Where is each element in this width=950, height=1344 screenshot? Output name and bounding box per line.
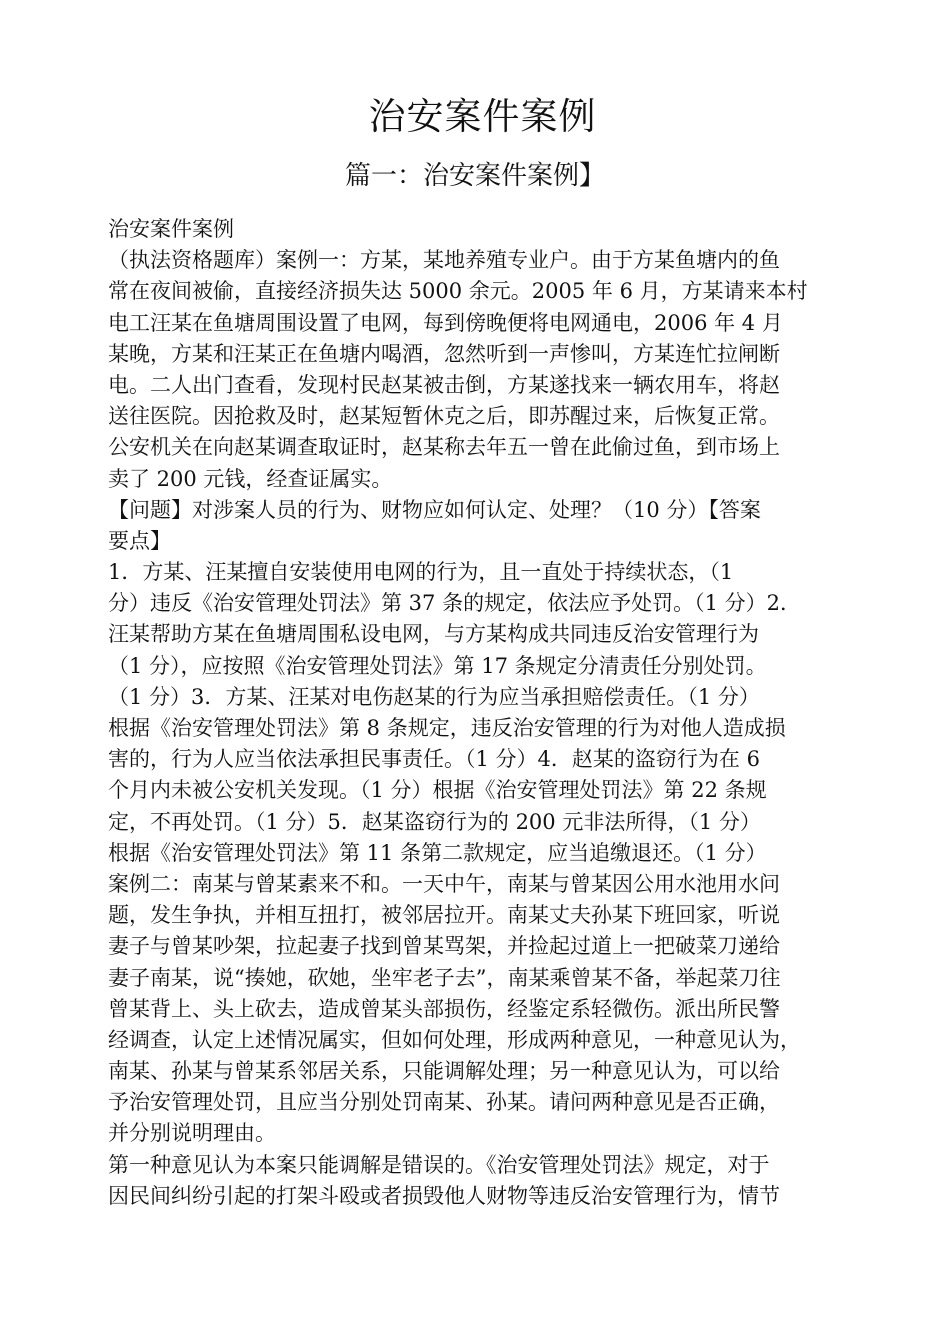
- body-line: 分）违反《治安管理处罚法》第 37 条的规定，依法应予处罚。（1 分）2．: [108, 591, 801, 616]
- body-line: 某晚，方某和汪某正在鱼塘内喝酒，忽然听到一声惨叫，方某连忙拉闸断: [108, 341, 780, 366]
- body-line: （执法资格题库）案例一：方某，某地养殖专业户。由于方某鱼塘内的鱼: [108, 248, 780, 273]
- body-line: 妻子南某，说“揍她，砍她，坐牢老子去”，南某乘曾某不备，举起菜刀往: [108, 965, 781, 990]
- body-line: 因民间纠纷引起的打架斗殴或者损毁他人财物等违反治安管理行为，情节: [108, 1183, 780, 1208]
- body-line: 妻子与曾某吵架，拉起妻子找到曾某骂架，并捡起过道上一把破菜刀递给: [108, 934, 780, 959]
- body-line: （1 分）3．方某、汪某对电伤赵某的行为应当承担赔偿责任。（1 分）: [108, 684, 760, 709]
- body-line: 第一种意见认为本案只能调解是错误的。《治安管理处罚法》规定，对于: [108, 1152, 770, 1177]
- document-title: 治安案件案例: [368, 95, 597, 138]
- body-line: 经调查，认定上述情况属实，但如何处理，形成两种意见，一种意见认为，: [108, 1027, 801, 1052]
- body-line: 汪某帮助方某在鱼塘周围私设电网，与方某构成共同违反治安管理行为: [108, 622, 759, 647]
- body-line: 题，发生争执，并相互扭打，被邻居拉开。南某丈夫孙某下班回家，听说: [108, 903, 780, 928]
- body-line: 电。二人出门查看，发现村民赵某被击倒，方某遂找来一辆农用车，将赵: [108, 372, 780, 397]
- body-line: 常在夜间被偷，直接经济损失达 5000 余元。2005 年 6 月，方某请来本村: [108, 279, 808, 304]
- body-line: 要点】: [108, 528, 171, 553]
- body-line: 卖了 200 元钱，经查证属实。: [108, 466, 393, 491]
- body-line: 定，不再处罚。（1 分）5．赵某盗窃行为的 200 元非法所得，（1 分）: [108, 809, 761, 834]
- body-line: 个月内未被公安机关发现。（1 分）根据《治安管理处罚法》第 22 条规: [108, 778, 767, 803]
- body-line: 电工汪某在鱼塘周围设置了电网，每到傍晚便将电网通电，2006 年 4 月: [108, 310, 783, 335]
- body-line: 并分别说明理由。: [108, 1121, 276, 1146]
- document-subtitle: 篇一：治安案件案例】: [344, 161, 605, 191]
- body-line: 【问题】对涉案人员的行为、财物应如何认定、处理？（10 分）【答案: [108, 497, 761, 522]
- body-line: 案例二：南某与曾某素来不和。一天中午，南某与曾某因公用水池用水问: [108, 871, 780, 896]
- body-line: 治安案件案例: [108, 217, 234, 241]
- body-line: 曾某背上、头上砍去，造成曾某头部损伤，经鉴定系轻微伤。派出所民警: [108, 996, 780, 1021]
- body-line: 1．方某、汪某擅自安装使用电网的行为，且一直处于持续状态，（1: [108, 560, 734, 585]
- body-line: 根据《治安管理处罚法》第 11 条第二款规定，应当追缴退还。（1 分）: [108, 840, 767, 865]
- body-line: 害的，行为人应当依法承担民事责任。（1 分）4．赵某的盗窃行为在 6: [108, 747, 760, 772]
- body-line: 南某、孙某与曾某系邻居关系，只能调解处理；另一种意见认为，可以给: [108, 1059, 780, 1084]
- body-line: 公安机关在向赵某调查取证时，赵某称去年五一曾在此偷过鱼，到市场上: [108, 435, 780, 460]
- body-line: （1 分），应按照《治安管理处罚法》第 17 条规定分清责任分别处罚。: [108, 653, 767, 678]
- body-line: 予治安管理处罚，且应当分别处罚南某、孙某。请问两种意见是否正确，: [108, 1090, 780, 1115]
- document-body: [108, 214, 868, 1212]
- body-line: 送往医院。因抢救及时，赵某短暂休克之后，即苏醒过来，后恢复正常。: [108, 404, 780, 429]
- body-line: 根据《治安管理处罚法》第 8 条规定，违反治安管理的行为对他人造成损: [108, 716, 786, 740]
